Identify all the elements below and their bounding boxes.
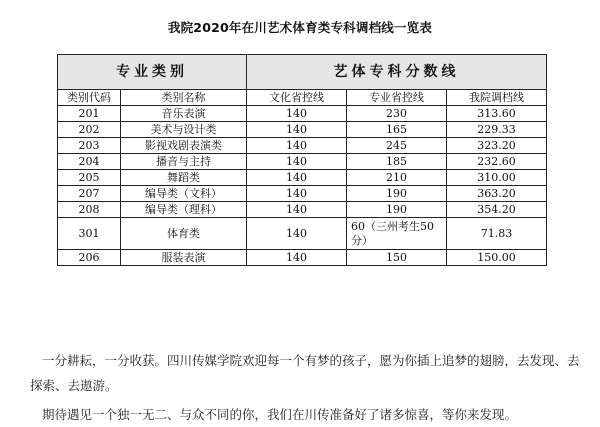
- cell-culture-line: 140: [247, 186, 347, 202]
- cell-code: 206: [58, 250, 121, 266]
- cell-code: 204: [58, 154, 121, 170]
- cell-major-line: 165: [347, 122, 447, 138]
- cell-name: 播音与主持: [121, 154, 247, 170]
- cell-name: 美术与设计类: [121, 122, 247, 138]
- cell-major-line: 230: [347, 106, 447, 122]
- group-header-score-lines: 艺体专科分数线: [247, 55, 547, 90]
- cell-major-line: 185: [347, 154, 447, 170]
- cell-major-line: 150: [347, 250, 447, 266]
- cell-college-line: 150.00: [447, 250, 547, 266]
- table-row: [58, 138, 547, 154]
- cell-culture-line: 140: [247, 218, 347, 250]
- column-header-name: 类别名称: [121, 90, 247, 106]
- cell-culture-line: 140: [247, 138, 347, 154]
- cell-name: 音乐表演: [121, 106, 247, 122]
- table-row: [58, 250, 547, 266]
- cell-name: 舞蹈类: [121, 170, 247, 186]
- group-header-row: [58, 55, 547, 90]
- cell-name: 影视戏剧表演类: [121, 138, 247, 154]
- cell-code: 207: [58, 186, 121, 202]
- cell-culture-line: 140: [247, 170, 347, 186]
- cell-major-line: 190: [347, 202, 447, 218]
- table-row: [58, 154, 547, 170]
- cell-college-line: 354.20: [447, 202, 547, 218]
- cell-major-line: 245: [347, 138, 447, 154]
- cell-code: 301: [58, 218, 121, 250]
- cell-college-line: 229.33: [447, 122, 547, 138]
- table-row: [58, 218, 547, 250]
- table-row: [58, 170, 547, 186]
- column-header-college-line: 我院调档线: [447, 90, 547, 106]
- cell-code: 201: [58, 106, 121, 122]
- cell-code: 203: [58, 138, 121, 154]
- cell-college-line: 310.00: [447, 170, 547, 186]
- cell-college-line: 323.20: [447, 138, 547, 154]
- table-row: [58, 106, 547, 122]
- column-header-code: 类别代码: [58, 90, 121, 106]
- cell-major-line: 60（三州考生50分）: [347, 218, 447, 250]
- column-header-major-line: 专业省控线: [347, 90, 447, 106]
- cell-name: 服装表演: [121, 250, 247, 266]
- score-table: [57, 54, 547, 266]
- cell-name: 编导类（理科）: [121, 202, 247, 218]
- page-title: 我院2020年在川艺术体育类专科调档线一览表: [167, 20, 433, 35]
- cell-college-line: 313.60: [447, 106, 547, 122]
- cell-code: 205: [58, 170, 121, 186]
- cell-college-line: 363.20: [447, 186, 547, 202]
- cell-culture-line: 140: [247, 106, 347, 122]
- cell-culture-line: 140: [247, 202, 347, 218]
- cell-name: 体育类: [121, 218, 247, 250]
- cell-code: 208: [58, 202, 121, 218]
- cell-college-line: 71.83: [447, 218, 547, 250]
- table-row: [58, 186, 547, 202]
- column-header-row: [58, 90, 547, 106]
- cell-culture-line: 140: [247, 122, 347, 138]
- cell-culture-line: 140: [247, 250, 347, 266]
- cell-name: 编导类（文科）: [121, 186, 247, 202]
- group-header-major-category: 专业类别: [58, 55, 247, 90]
- cell-major-line: 190: [347, 186, 447, 202]
- cell-culture-line: 140: [247, 154, 347, 170]
- table-row: [58, 122, 547, 138]
- cell-major-line: 210: [347, 170, 447, 186]
- closing-paragraph: 期待遇见一个独一无二、与众不同的你，我们在川传准备好了诸多惊喜，等你来发现。: [42, 406, 518, 422]
- cell-code: 202: [58, 122, 121, 138]
- intro-paragraph: 一分耕耘，一分收获。四川传媒学院欢迎每一个有梦的孩子，愿为你插上追梦的翅膀，去发现、去探索、去遨游。: [30, 352, 580, 393]
- table-row: [58, 202, 547, 218]
- cell-college-line: 232.60: [447, 154, 547, 170]
- column-header-culture-line: 文化省控线: [247, 90, 347, 106]
